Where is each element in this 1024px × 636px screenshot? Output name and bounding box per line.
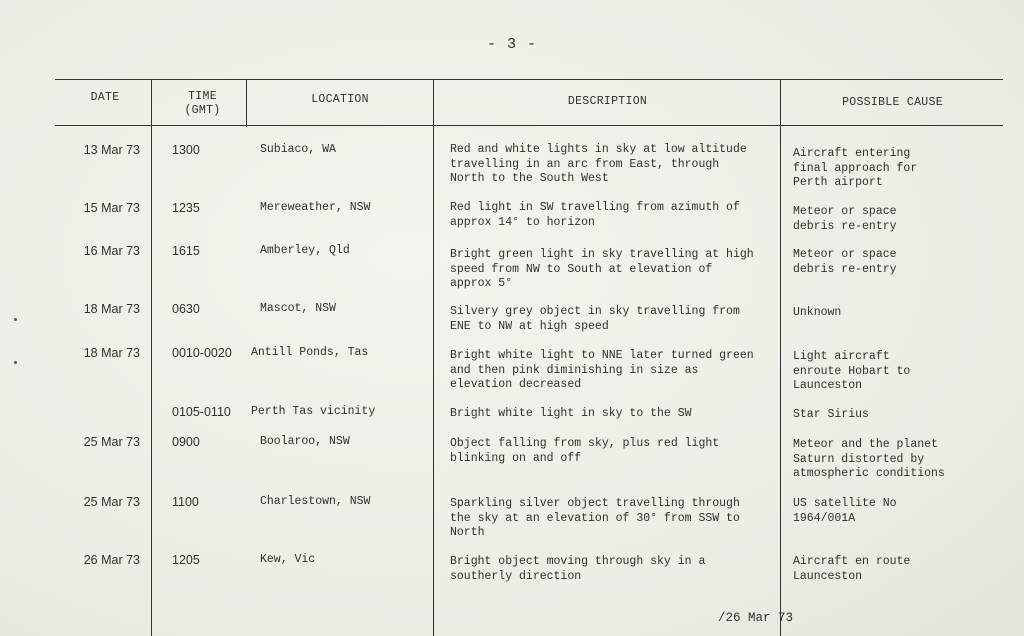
cell-description: Red light in SW travelling from azimuth of approx 14° to horizon	[450, 201, 740, 229]
cell-date: 15 Mar 73	[83, 201, 140, 215]
cell-description: Bright white light in sky to the SW	[450, 407, 692, 420]
cell-location: Perth Tas vicinity	[251, 405, 376, 418]
cell-time: 0105-0110	[172, 405, 231, 419]
cell-location: Kew, Vic	[260, 553, 316, 566]
cell-possible-cause: Light aircraft enroute Hobart to Launceston	[793, 350, 911, 392]
cell-date: 13 Mar 73	[83, 143, 140, 157]
cell-location: Mereweather, NSW	[260, 201, 371, 214]
cell-time: 1300	[172, 143, 200, 157]
cell-location: Charlestown, NSW	[260, 495, 371, 508]
cell-time: 0630	[172, 302, 200, 316]
cell-time: 0010-0020	[172, 346, 232, 360]
column-divider	[780, 79, 781, 636]
cell-possible-cause: Aircraft entering final approach for Perth airport	[793, 147, 918, 189]
header-time: TIME (GMT)	[184, 90, 221, 117]
header-possible-cause: POSSIBLE CAUSE	[842, 96, 943, 109]
cell-possible-cause: Meteor or space debris re-entry	[793, 248, 897, 276]
cell-possible-cause: US satellite No 1964/001A	[793, 497, 897, 525]
cell-date: 25 Mar 73	[83, 495, 140, 509]
cell-possible-cause: Meteor and the planet Saturn distorted by atmospheric conditions	[793, 438, 945, 480]
cell-possible-cause: Meteor or space debris re-entry	[793, 205, 897, 233]
cell-date: 16 Mar 73	[83, 244, 140, 258]
cell-location: Amberley, Qld	[260, 244, 350, 257]
cell-description: Silvery grey object in sky travelling from ENE to NW at high speed	[450, 305, 740, 333]
page-number: - 3 -	[486, 36, 537, 53]
cell-description: Bright white light to NNE later turned green and then pink diminishing in size as elevation decreased	[450, 349, 754, 391]
header-description: DESCRIPTION	[567, 95, 648, 108]
cell-description: Object falling from sky, plus red light blinking on and off	[450, 437, 720, 465]
margin-mark	[14, 361, 17, 364]
cell-possible-cause: Aircraft en route Launceston	[793, 555, 911, 583]
header-location: LOCATION	[311, 93, 369, 106]
header-date: DATE	[90, 91, 120, 104]
cell-possible-cause: Star Sirius	[793, 408, 869, 421]
table-top-rule	[55, 79, 1003, 80]
cell-date: 18 Mar 73	[83, 302, 140, 316]
column-divider	[433, 79, 434, 636]
cell-location: Boolaroo, NSW	[260, 435, 350, 448]
cell-possible-cause: Unknown	[793, 306, 842, 319]
cell-location: Mascot, NSW	[260, 302, 336, 315]
column-divider	[151, 79, 152, 636]
cell-time: 1615	[172, 244, 200, 258]
table-header-rule	[55, 125, 1003, 126]
cell-time: 1100	[172, 495, 199, 509]
margin-mark	[14, 318, 17, 321]
cell-location: Antill Ponds, Tas	[251, 346, 369, 359]
cell-date: 18 Mar 73	[83, 346, 140, 360]
cell-description: Red and white lights in sky at low altitude travelling in an arc from East, through North to the South West	[450, 143, 747, 185]
cell-date: 26 Mar 73	[83, 553, 140, 567]
cell-description: Bright green light in sky travelling at high speed from NW to South at elevation of approx 5°	[450, 248, 754, 290]
column-divider	[246, 79, 247, 127]
cell-description: Sparkling silver object travelling through the sky at an elevation of 30° from SSW to North	[450, 497, 740, 539]
continuation-note: /26 Mar 73	[718, 611, 794, 625]
cell-location: Subiaco, WA	[260, 143, 336, 156]
cell-time: 0900	[172, 435, 200, 449]
cell-time: 1205	[172, 553, 200, 567]
cell-date: 25 Mar 73	[83, 435, 140, 449]
cell-time: 1235	[172, 201, 200, 215]
cell-description: Bright object moving through sky in a southerly direction	[450, 555, 706, 583]
